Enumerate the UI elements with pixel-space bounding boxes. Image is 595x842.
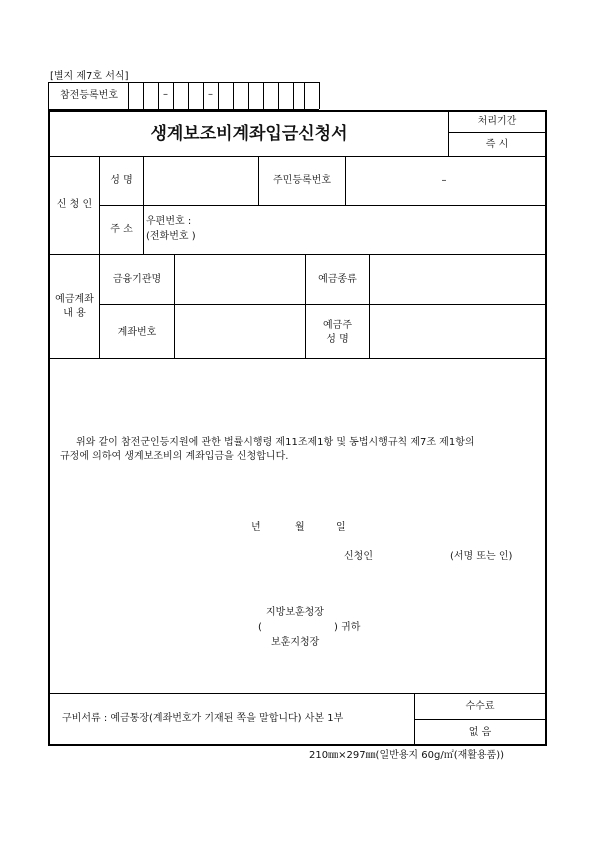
processing-period-label: 처리기간 bbox=[477, 116, 517, 127]
account-holder-label: 예금주 bbox=[323, 320, 352, 331]
fee-value: 없 음 bbox=[468, 727, 492, 738]
phone-label: (전화번호 ) bbox=[146, 231, 196, 242]
fee-label: 수수료 bbox=[465, 701, 495, 712]
reg-no-separator: – bbox=[163, 89, 168, 100]
account-holder-field[interactable] bbox=[370, 305, 545, 358]
account-holder-label: 성 명 bbox=[326, 334, 349, 345]
account-section-label: 내 용 bbox=[63, 308, 86, 319]
statement-line: 위와 같이 참전군인등지원에 관한 법률시행령 제11조제1항 및 동법시행규칙 제7조 제1항의 bbox=[76, 437, 475, 448]
date-day-label: 일 bbox=[336, 522, 346, 533]
date-year-label: 년 bbox=[251, 522, 261, 533]
reg-no-label: 참전등록번호 bbox=[60, 90, 118, 101]
deposit-type-field[interactable] bbox=[370, 255, 545, 304]
name-field[interactable] bbox=[144, 157, 258, 205]
account-number-label: 계좌번호 bbox=[117, 327, 157, 338]
applicant-signature-label: 신청인 bbox=[344, 551, 373, 562]
processing-period-value: 즉 시 bbox=[485, 139, 509, 150]
reg-no-separator: – bbox=[208, 89, 213, 100]
date-month-label: 월 bbox=[295, 522, 305, 533]
bank-name-label: 금융기관명 bbox=[112, 274, 162, 285]
postal-code-label: 우편번호 : bbox=[146, 216, 192, 227]
resident-number-label: 주민등록번호 bbox=[273, 175, 331, 186]
name-label: 성 명 bbox=[110, 175, 133, 186]
account-section-label: 예금계좌 bbox=[55, 294, 94, 305]
recipient-branch-office: 보훈지청장 bbox=[271, 637, 320, 648]
required-documents: 구비서류 : 예금통장(계좌번호가 기재된 쪽을 말합니다) 사본 1부 bbox=[62, 713, 344, 724]
paper-specification: 210㎜×297㎜(일반용지 60g/㎡(재활용품)) bbox=[309, 750, 505, 761]
form-tag: [별지 제7호 서식] bbox=[50, 71, 129, 82]
applicant-section-label: 신 청 인 bbox=[56, 199, 93, 210]
bank-name-field[interactable] bbox=[175, 255, 305, 304]
sign-or-seal-label: (서명 또는 인) bbox=[450, 551, 513, 562]
resident-number-separator: – bbox=[441, 175, 447, 186]
resident-number-field[interactable] bbox=[346, 157, 545, 205]
recipient-bracket-open: ( bbox=[258, 622, 262, 633]
recipient-addressee: ) 귀하 bbox=[334, 622, 361, 633]
address-field[interactable] bbox=[144, 206, 545, 254]
account-number-field[interactable] bbox=[175, 305, 305, 358]
form-title: 생계보조비계좌입금신청서 bbox=[150, 124, 348, 144]
address-label: 주 소 bbox=[110, 224, 133, 235]
statement-line: 규정에 의하여 생계보조비의 계좌입금을 신청합니다. bbox=[60, 451, 289, 462]
recipient-regional-office: 지방보훈청장 bbox=[266, 607, 324, 618]
deposit-type-label: 예금종류 bbox=[318, 274, 357, 285]
